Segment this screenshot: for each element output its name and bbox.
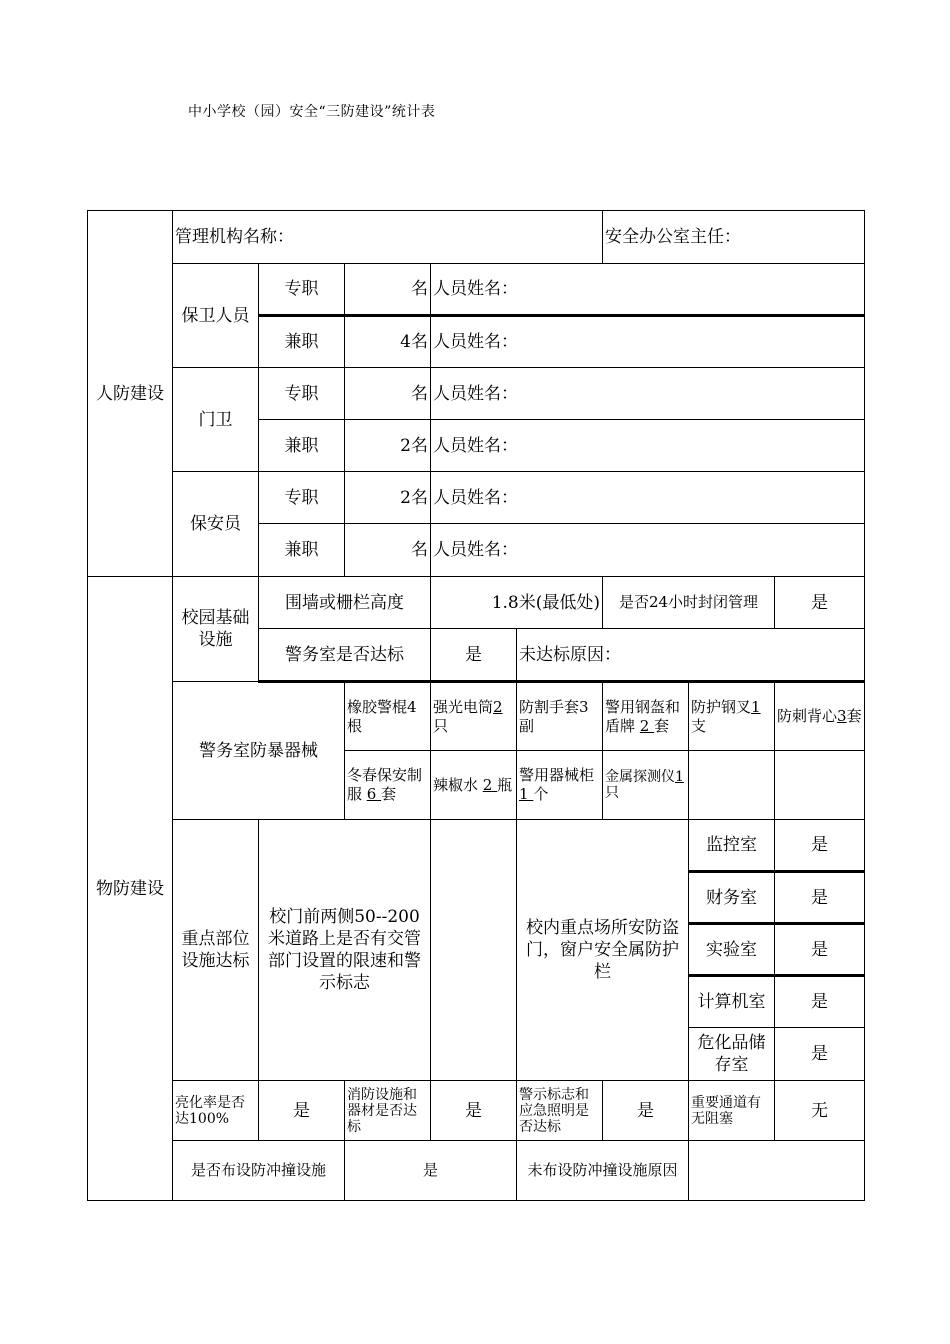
staff-count[interactable]: 4名 (345, 316, 431, 368)
road-signs-answer[interactable] (431, 820, 517, 1081)
key-sites-label: 重点部位设施达标 (173, 820, 259, 1081)
check-value[interactable]: 是 (603, 1081, 689, 1141)
page-title: 中小学校（园）安全“三防建设”统计表 (188, 104, 436, 120)
anti-collision-reason-label: 未布设防冲撞设施原因 (517, 1141, 689, 1201)
police-room-reason[interactable]: 未达标原因： (517, 629, 865, 682)
equipment-label: 警务室防暴器械 (173, 682, 345, 820)
equipment-item[interactable]: 金属探测仪1只 (603, 751, 689, 820)
room-name: 实验室 (689, 924, 775, 976)
staff-names[interactable]: 人员姓名： (431, 420, 865, 472)
wall-height-label: 围墙或栅栏高度 (259, 577, 431, 629)
staff-names[interactable]: 人员姓名： (431, 264, 865, 316)
anti-collision-value[interactable]: 是 (345, 1141, 517, 1201)
wall-height-value[interactable]: 1.8米(最低处) (431, 577, 603, 629)
check-value[interactable]: 是 (431, 1081, 517, 1141)
staff-type: 兼职 (259, 420, 345, 472)
staff-names[interactable]: 人员姓名： (431, 472, 865, 524)
equipment-empty-cell[interactable] (689, 751, 775, 820)
equipment-item[interactable]: 辣椒水 2 瓶 (431, 751, 517, 820)
check-value[interactable]: 无 (775, 1081, 865, 1141)
check-label: 重要通道有无阻塞 (689, 1081, 775, 1141)
check-value[interactable]: 是 (259, 1081, 345, 1141)
staff-type: 专职 (259, 368, 345, 420)
equipment-item[interactable]: 橡胶警棍4根 (345, 682, 431, 751)
room-value[interactable]: 是 (775, 1028, 865, 1081)
basic-facilities-label: 校园基础设施 (173, 577, 259, 682)
police-room-label: 警务室是否达标 (259, 629, 431, 682)
staff-names[interactable]: 人员姓名： (431, 368, 865, 420)
equipment-item[interactable]: 防护钢叉1支 (689, 682, 775, 751)
equipment-item[interactable]: 冬春保安制服 6 套 (345, 751, 431, 820)
closed-management-label: 是否24小时封闭管理 (603, 577, 775, 629)
staff-type: 专职 (259, 472, 345, 524)
room-value[interactable]: 是 (775, 976, 865, 1028)
room-value[interactable]: 是 (775, 872, 865, 924)
equipment-item[interactable]: 防刺背心3套 (775, 682, 865, 751)
staff-count[interactable]: 2名 (345, 420, 431, 472)
group-label: 门卫 (173, 368, 259, 472)
room-name: 监控室 (689, 820, 775, 872)
director-field[interactable]: 安全办公室主任： (603, 211, 865, 264)
anti-collision-reason-value[interactable] (689, 1141, 865, 1201)
doors-windows-question: 校内重点场所安防盗门，窗户安全属防护栏 (517, 820, 689, 1081)
staff-names[interactable]: 人员姓名： (431, 524, 865, 577)
check-label: 警示标志和应急照明是否达标 (517, 1081, 603, 1141)
statistics-table (87, 210, 865, 1201)
anti-collision-label: 是否布设防冲撞设施 (173, 1141, 345, 1201)
room-value[interactable]: 是 (775, 924, 865, 976)
staff-type: 专职 (259, 264, 345, 316)
staff-count[interactable]: 名 (345, 368, 431, 420)
staff-type: 兼职 (259, 316, 345, 368)
check-label: 亮化率是否达100% (173, 1081, 259, 1141)
group-label: 保安员 (173, 472, 259, 577)
staff-names[interactable]: 人员姓名： (431, 316, 865, 368)
staff-count[interactable]: 名 (345, 524, 431, 577)
equipment-item[interactable]: 防割手套3副 (517, 682, 603, 751)
org-name-field[interactable]: 管理机构名称： (173, 211, 603, 264)
renfang-section-label: 人防建设 (88, 211, 173, 577)
closed-management-value[interactable]: 是 (775, 577, 865, 629)
room-name: 危化品储存室 (689, 1028, 775, 1081)
equipment-item[interactable]: 警用器械柜 1 个 (517, 751, 603, 820)
room-name: 计算机室 (689, 976, 775, 1028)
room-value[interactable]: 是 (775, 820, 865, 872)
equipment-item[interactable]: 强光电筒2 只 (431, 682, 517, 751)
check-label: 消防设施和器材是否达标 (345, 1081, 431, 1141)
staff-count[interactable]: 2名 (345, 472, 431, 524)
staff-count[interactable]: 名 (345, 264, 431, 316)
staff-type: 兼职 (259, 524, 345, 577)
group-label: 保卫人员 (173, 264, 259, 368)
wufang-section-label: 物防建设 (88, 577, 173, 1201)
equipment-item[interactable]: 警用钢盔和盾牌 2 套 (603, 682, 689, 751)
room-name: 财务室 (689, 872, 775, 924)
road-signs-question: 校门前两侧50--200米道路上是否有交管部门设置的限速和警示标志 (259, 820, 431, 1081)
police-room-value[interactable]: 是 (431, 629, 517, 682)
equipment-empty-cell[interactable] (775, 751, 865, 820)
